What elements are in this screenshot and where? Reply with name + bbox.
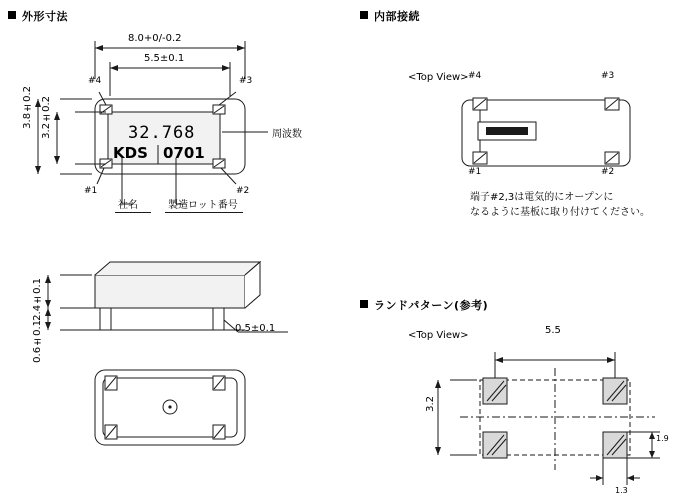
internal-note-line1: 端子#2,3は電気的にオープンに <box>470 192 614 203</box>
pin-label-2: #2 <box>236 186 250 196</box>
land-dim-pad-height-label: 1.9 <box>656 434 669 443</box>
dim-inner-width-label: 5.5±0.1 <box>144 53 185 64</box>
dim-foot-width-label: 0.5±0.1 <box>235 323 276 334</box>
internal-pin-label-2: #2 <box>601 167 615 177</box>
internal-note <box>470 190 680 220</box>
callout-frequency-label: 周波数 <box>272 129 302 140</box>
internal-pin-label-1: #1 <box>468 167 482 177</box>
outline-side-bottom-view-drawing <box>0 240 350 490</box>
land-dim-width-label: 5.5 <box>545 325 561 336</box>
internal-top-view-label: <Top View> <box>408 72 469 83</box>
land-dim-pad-width-label: 1.3 <box>615 486 628 495</box>
display-frequency-text: 32.768 <box>128 123 196 143</box>
dim-overall-width-label: 8.0+0/-0.2 <box>128 33 182 44</box>
bullet-square-icon <box>8 11 16 19</box>
land-dim-height-label: 3.2 <box>425 396 436 412</box>
internal-note-line2: なるように基板に取り付けてください。 <box>470 207 650 218</box>
pin-label-4: #4 <box>88 76 102 86</box>
section-title-internal: 内部接続 <box>360 8 420 24</box>
display-brand-text: KDS <box>113 144 148 162</box>
callout-lot-underline <box>165 212 243 213</box>
internal-pin-label-4: #4 <box>468 71 482 81</box>
display-lot-text: 0701 <box>163 144 205 162</box>
pin-label-3: #3 <box>239 76 253 86</box>
section-title-outline: 外形寸法 <box>8 8 68 24</box>
callout-brand-underline <box>115 212 151 213</box>
internal-pin-label-3: #3 <box>601 71 615 81</box>
dim-outer-height-label: 3.8±0.2 <box>22 86 33 129</box>
dim-lead-height-label: 0.6±0.1 <box>32 320 43 363</box>
callout-brand-label: 社名 <box>118 200 138 211</box>
internal-connection-drawing <box>440 86 670 196</box>
dim-inner-height-label: 3.2±0.2 <box>41 96 52 139</box>
bullet-square-icon <box>360 300 368 308</box>
section-title-land: ランドパターン(参考) <box>360 297 488 313</box>
bullet-square-icon <box>360 11 368 19</box>
callout-lot-label: 製造ロット番号 <box>168 200 238 211</box>
dim-thickness-label: 2.4±0.1 <box>32 278 43 321</box>
land-pattern-drawing <box>420 340 683 499</box>
pin-label-1: #1 <box>84 186 98 196</box>
land-top-view-label: <Top View> <box>408 330 469 341</box>
